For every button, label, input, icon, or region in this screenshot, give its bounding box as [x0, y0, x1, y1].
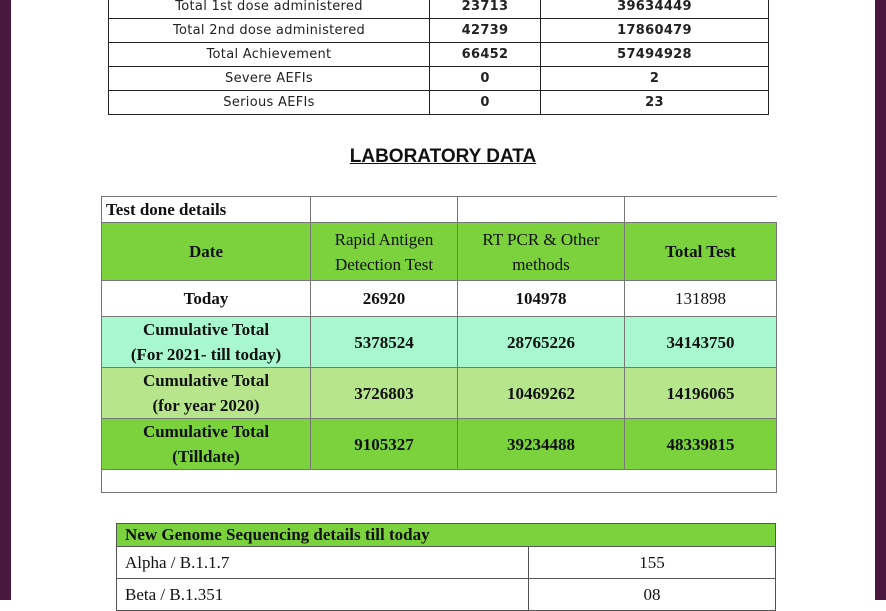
- table-header-row: [102, 223, 777, 281]
- table-row: [102, 317, 777, 368]
- header-total-test: Total Test: [625, 223, 777, 281]
- genome-table: [116, 523, 776, 611]
- variant-name: Beta / B.1.351: [117, 579, 529, 611]
- header-rtpcr: RT PCR & Other methods: [458, 223, 625, 281]
- today-value: 23713: [430, 0, 541, 19]
- variant-count: 155: [529, 547, 776, 579]
- total-value: 131898: [625, 281, 777, 317]
- row-label: Today: [102, 281, 311, 317]
- row-label: Total 1st dose administered: [109, 0, 430, 19]
- table-row: [102, 419, 777, 470]
- table-row: [102, 368, 777, 419]
- table-row: [109, 43, 769, 67]
- table-row: [109, 67, 769, 91]
- rapid-value: 3726803: [311, 368, 458, 419]
- row-label: Total 2nd dose administered: [109, 19, 430, 43]
- section-title: LABORATORY DATA: [349, 146, 537, 167]
- rtpcr-value: 104978: [458, 281, 625, 317]
- table-caption: Test done details: [102, 197, 311, 223]
- row-label: Total Achievement: [109, 43, 430, 67]
- rtpcr-value: 10469262: [458, 368, 625, 419]
- table-blank-row: [102, 470, 777, 493]
- rtpcr-value: 39234488: [458, 419, 625, 470]
- today-value: 0: [430, 91, 541, 115]
- table-row: [109, 91, 769, 115]
- total-value: 48339815: [625, 419, 777, 470]
- rapid-value: 26920: [311, 281, 458, 317]
- header-rapid-antigen: Rapid Antigen Detection Test: [311, 223, 458, 281]
- cumulative-value: 57494928: [541, 43, 769, 67]
- total-value: 14196065: [625, 368, 777, 419]
- table-row: [117, 547, 776, 579]
- vaccination-table: [108, 0, 769, 115]
- today-value: 0: [430, 67, 541, 91]
- table-row: [117, 579, 776, 611]
- row-label: Severe AEFIs: [109, 67, 430, 91]
- total-value: 34143750: [625, 317, 777, 368]
- row-label: Cumulative Total (Tilldate): [102, 419, 311, 470]
- table-row: [102, 281, 777, 317]
- cumulative-value: 23: [541, 91, 769, 115]
- today-value: 66452: [430, 43, 541, 67]
- rapid-value: 9105327: [311, 419, 458, 470]
- page-border-right: [875, 0, 886, 600]
- table-row: [109, 0, 769, 19]
- rtpcr-value: 28765226: [458, 317, 625, 368]
- row-label: Cumulative Total (for year 2020): [102, 368, 311, 419]
- laboratory-table: [101, 196, 777, 493]
- genome-title: New Genome Sequencing details till today: [117, 524, 776, 547]
- row-label: Serious AEFIs: [109, 91, 430, 115]
- cumulative-value: 39634449: [541, 0, 769, 19]
- table-caption-row: [102, 197, 777, 223]
- header-date: Date: [102, 223, 311, 281]
- variant-count: 08: [529, 579, 776, 611]
- row-label: Cumulative Total (For 2021- till today): [102, 317, 311, 368]
- rapid-value: 5378524: [311, 317, 458, 368]
- cumulative-value: 2: [541, 67, 769, 91]
- table-header-row: [117, 524, 776, 547]
- cumulative-value: 17860479: [541, 19, 769, 43]
- table-row: [109, 19, 769, 43]
- today-value: 42739: [430, 19, 541, 43]
- page-border-left: [0, 0, 11, 600]
- variant-name: Alpha / B.1.1.7: [117, 547, 529, 579]
